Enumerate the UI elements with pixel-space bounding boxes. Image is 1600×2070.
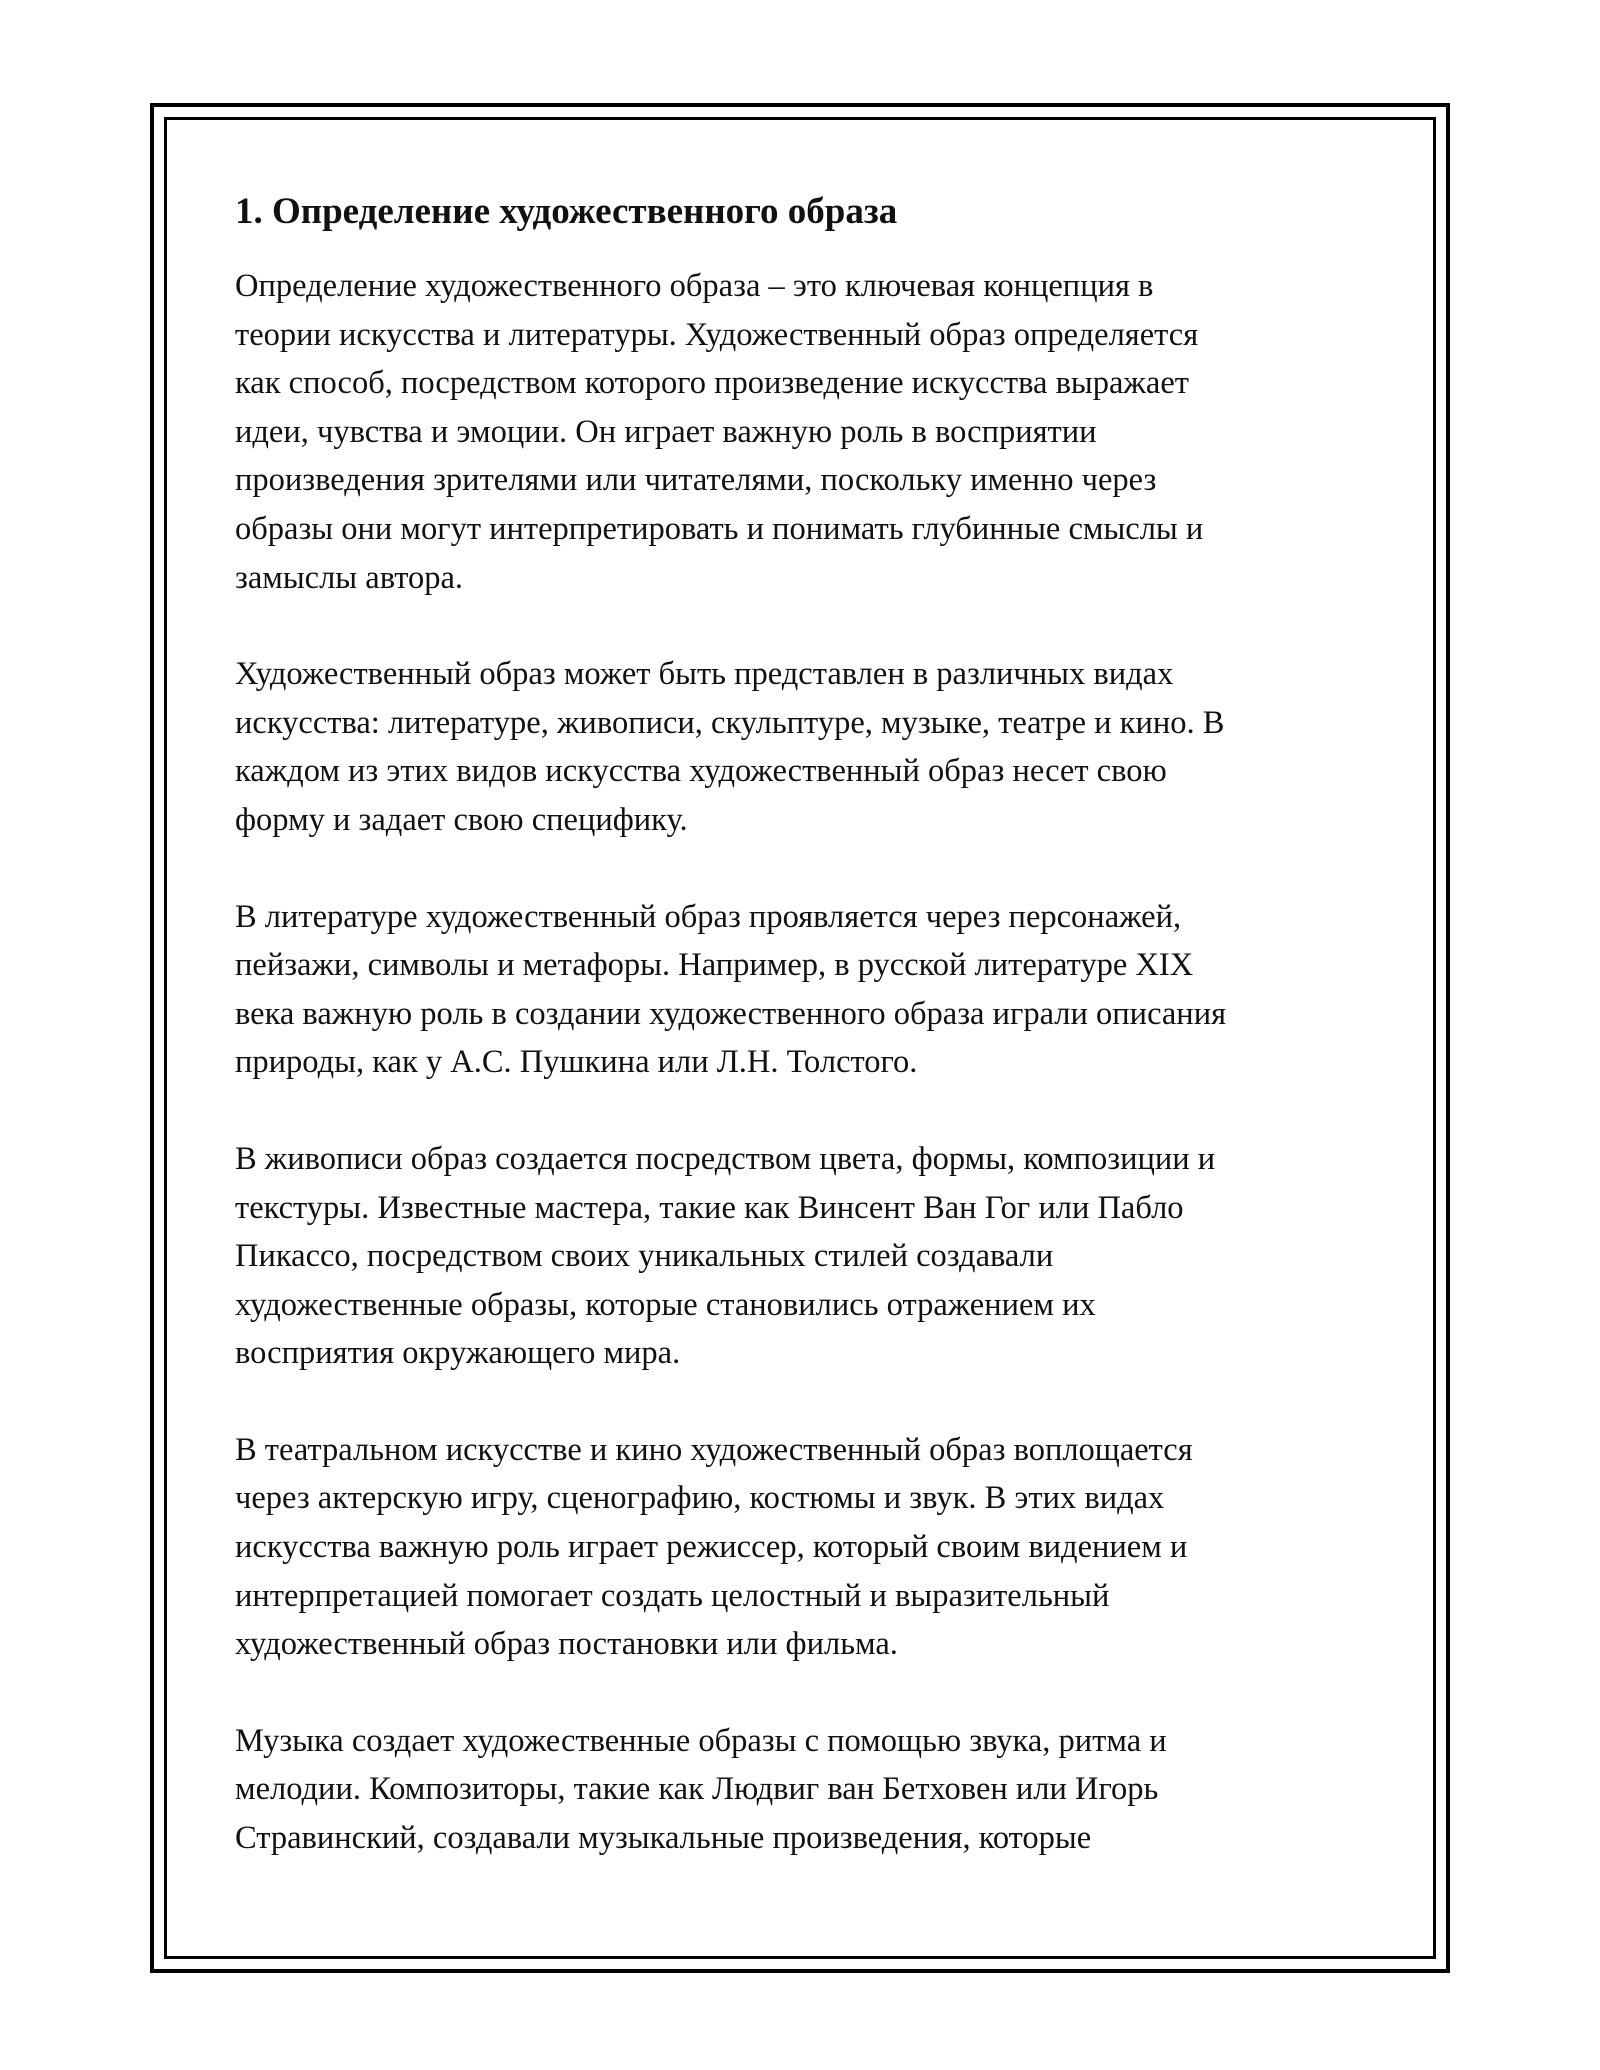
section-heading: 1. Определение художественного образа xyxy=(235,191,898,232)
text-line: художественные образы, которые становились отражением их xyxy=(235,1286,1096,1323)
text-line: как способ, посредством которого произведение искусства выражает xyxy=(235,365,1189,402)
text-line: каждом из этих видов искусства художественный образ несет свою xyxy=(235,753,1167,790)
text-line: через актерскую игру, сценографию, костюмы и звук. В этих видах xyxy=(235,1480,1165,1517)
text-line: В литературе художественный образ проявляется через персонажей, xyxy=(235,898,1182,935)
text-line: произведения зрителями или читателями, поскольку именно через xyxy=(235,462,1157,499)
text-line: художественный образ постановки или фильма. xyxy=(235,1626,898,1663)
text-line: замыслы автора. xyxy=(235,559,464,596)
text-line: текстуры. Известные мастера, такие как Винсент Ван Гог или Пабло xyxy=(235,1189,1184,1226)
text-line: Стравинский, создавали музыкальные произведения, которые xyxy=(235,1820,1092,1857)
paragraph-art-forms xyxy=(235,650,1370,844)
text-line: Художественный образ может быть представлен в различных видах xyxy=(235,656,1174,693)
paragraph-definition xyxy=(235,262,1370,602)
text-line: В театральном искусстве и кино художественный образ воплощается xyxy=(235,1431,1193,1468)
paragraph-literature xyxy=(235,893,1370,1087)
document-body xyxy=(235,188,1370,1911)
text-line: теории искусства и литературы. Художественный образ определяется xyxy=(235,316,1199,353)
text-line: образы они могут интерпретировать и понимать глубинные смыслы и xyxy=(235,510,1204,547)
text-line: В живописи образ создается посредством цвета, формы, композиции и xyxy=(235,1140,1216,1177)
paragraph-painting xyxy=(235,1135,1370,1378)
text-line: мелодии. Композиторы, такие как Людвиг ван Бетховен или Игорь xyxy=(235,1771,1159,1808)
text-line: Музыка создает художественные образы с помощью звука, ритма и xyxy=(235,1722,1167,1759)
text-line: форму и задает свою специфику. xyxy=(235,801,688,838)
text-line: идеи, чувства и эмоции. Он играет важную роль в восприятии xyxy=(235,413,1097,450)
text-line: искусства важную роль играет режиссер, который своим видением и xyxy=(235,1529,1188,1566)
text-line: восприятия окружающего мира. xyxy=(235,1335,681,1372)
text-line: Определение художественного образа – это ключевая концепция в xyxy=(235,268,1154,304)
text-line: искусства: литературе, живописи, скульптуре, музыке, театре и кино. В xyxy=(235,704,1225,741)
text-line: пейзажи, символы и метафоры. Например, в русской литературе XIX xyxy=(235,947,1194,984)
paragraph-music xyxy=(235,1717,1370,1863)
text-line: природы, как у А.С. Пушкина или Л.Н. Толстого. xyxy=(235,1044,918,1081)
paragraph-theatre-cinema xyxy=(235,1426,1370,1669)
text-line: интерпретацией помогает создать целостный и выразительный xyxy=(235,1577,1110,1614)
text-line: Пикассо, посредством своих уникальных стилей создавали xyxy=(235,1238,1054,1275)
text-line: века важную роль в создании художественного образа играли описания xyxy=(235,995,1227,1032)
